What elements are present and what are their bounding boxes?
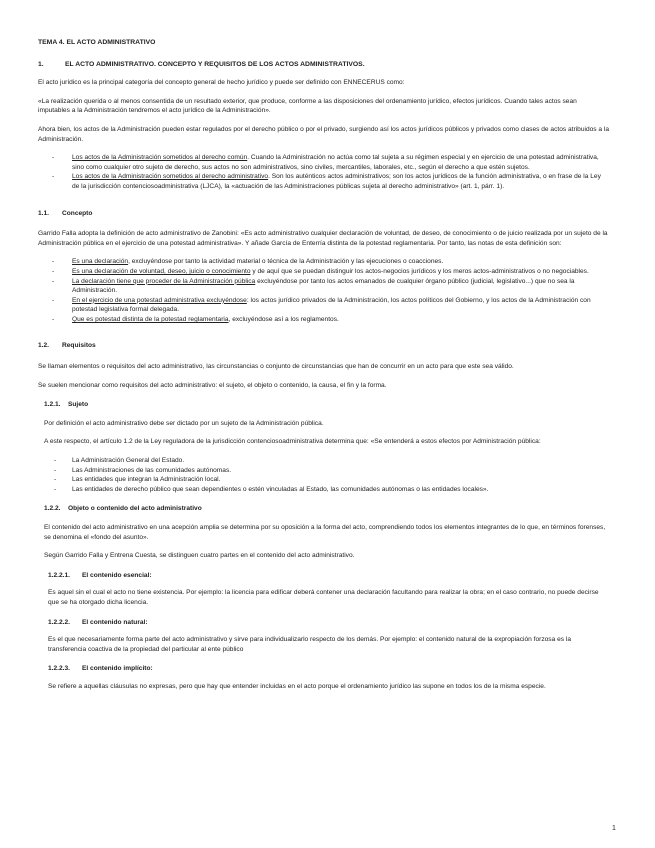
section-1-number: 1.	[38, 60, 44, 68]
section-1-2-1-title: Sujeto	[68, 401, 89, 409]
list-item-underlined: Es una declaración de voluntad, deseo, juicio o conocimiento	[72, 267, 251, 275]
section-1-2-2-body	[44, 523, 610, 561]
list-item-text: excluyéndose por tanto los actos emanados de cualquier órgano público (judicial, legislativo...) que no sea la Administración.	[72, 277, 575, 295]
section-1-2-2-1-number: 1.2.2.1.	[48, 571, 70, 579]
dash-bullet: -	[54, 457, 57, 465]
list-item	[38, 153, 610, 172]
section-1-2-paragraph-1: Se llaman elementos o requisitos del acto administrativo, las circunstancias o conjunto de circunstancias que han de concurrir en un acto para que este sea válido.	[38, 363, 514, 371]
dash-bullet: -	[54, 476, 57, 484]
section-1-2-2-1-heading	[48, 571, 610, 581]
list-item-text: Las Administraciones de las comunidades autónomas.	[72, 466, 232, 474]
section-1-2-1-body	[44, 419, 610, 495]
section-1-title: EL ACTO ADMINISTRATIVO. CONCEPTO Y REQUISITOS DE LOS ACTOS ADMINISTRATIVOS.	[65, 60, 365, 68]
dash-bullet: -	[52, 258, 55, 266]
section-1-2-heading	[38, 341, 610, 351]
list-item-underlined: La declaración tiene que proceder de la Administración pública	[72, 277, 256, 285]
dash-bullet: -	[54, 485, 57, 493]
section-1-1-paragraph: Garrido Falla adopta la definición de acto administrativo de Zanobini: «Es acto administrativo cualquier declaración de voluntad, de deseo, de conocimiento o de juicio realizada por un sujeto de la Administración pública en el ejercicio de una potestad administrativa». Y añade García de Enterría distinta de la potestad reglamentaria. Por tanto, las notas de esta definición son:	[38, 230, 608, 247]
list-item	[38, 296, 610, 315]
list-item-text: Las entidades de derecho público que sean dependientes o estén vinculadas al Estado, las comunidades autónomas o las entidades locales».	[72, 485, 489, 493]
section-1-2-2-1-paragraph: Es aquel sin el cual el acto no tiene existencia. Por ejemplo: la licencia para edificar deberá contener una declaración facultando para realizar la obra; en el caso contrario, no puede decirse que se ha otorgado dicha licencia.	[48, 589, 599, 606]
section-1-paragraph-1: El acto jurídico es la principal categoría del concepto general de hecho jurídico y puede ser definido con ENNECERUS como:	[38, 79, 405, 87]
section-1-2-2-3-number: 1.2.2.3.	[48, 665, 70, 673]
list-item-underlined: Que es potestad distinta de la potestad reglamentaria	[72, 315, 229, 323]
list-item-text: Las entidades que integran la Administración local.	[72, 476, 221, 484]
section-1-list	[38, 153, 610, 191]
section-1-2-2-2-paragraph: Es el que necesariamente forma parte del acto administrativo y sirve para individualizarlo respecto de los demás. Por ejemplo: el contenido natural de la expropiación forzosa es la transferencia coactiva de la propiedad del particular al ente público	[48, 636, 572, 653]
section-1-quote: «La realización querida o al menos consentida de un resultado exterior, que produce, conforme a las disposiciones del ordenamiento jurídico, efectos jurídicos. Cuando tales actos sean imputables a la Administración tendremos el acto jurídico de la Administración».	[38, 97, 577, 115]
list-item-underlined: Los actos de la Administración sometidos al derecho administrativo	[72, 173, 269, 181]
list-item	[38, 267, 610, 277]
section-1-2-2-1-title: El contenido esencial:	[82, 571, 152, 579]
section-1-1-title: Concepto	[62, 209, 93, 217]
dash-bullet: -	[52, 173, 55, 181]
section-1-2-1-paragraph-2: A este respecto, el artículo 1.2 de la Ley reguladora de la jurisdicción contenciosoadministrativa determina que: «Se entenderá a estos efectos por Administración pública:	[44, 438, 541, 446]
list-item	[38, 315, 610, 325]
list-item	[38, 257, 610, 267]
list-item-text: y de aquí que se puedan distinguir los actos-negocios jurídicos y los meros actos-administrativos o no negociables.	[250, 267, 589, 275]
section-1-2-paragraph-2: Se suelen mencionar como requisitos del acto administrativo: el sujeto, el objeto o contenido, la causa, el fin y la forma.	[38, 381, 387, 389]
section-1-2-2-2-number: 1.2.2.2.	[48, 618, 70, 626]
list-item	[38, 172, 610, 191]
section-1-2-2-2-heading	[48, 618, 610, 628]
dash-bullet: -	[52, 267, 55, 275]
section-1-2-number: 1.2.	[38, 342, 49, 350]
dash-bullet: -	[52, 154, 55, 162]
document-title: TEMA 4. EL ACTO ADMINISTRATIVO	[38, 39, 156, 46]
section-1-2-1-heading	[44, 400, 610, 410]
section-1-2-2-title: Objeto o contenido del acto administrativo	[68, 505, 202, 513]
list-item	[44, 466, 610, 476]
section-1-2-1-list	[44, 456, 610, 494]
list-item-text: , excluyéndose así a los reglamentos.	[228, 315, 339, 323]
section-1-1-number: 1.1.	[38, 209, 49, 217]
dash-bullet: -	[52, 277, 55, 285]
section-1-2-2-paragraph-1: El contenido del acto administrativo en una acepción amplia se determina por su oposición a la forma del acto, comprendiendo todos los elementos integrantes de lo que, en términos forenses, se denomina el «fondo del asunto».	[44, 524, 606, 541]
section-1-1-list	[38, 257, 610, 324]
list-item	[44, 475, 610, 485]
list-item	[44, 485, 610, 495]
dash-bullet: -	[52, 296, 55, 304]
list-item-underlined: En el ejercicio de una potestad administrativa excluyéndose	[72, 296, 247, 304]
dash-bullet: -	[52, 315, 55, 323]
list-item-text: : los actos jurídico privados de la Administración, los actos políticos del Gobierno, y los actos de la Administración con potestad legislativa formal delegada.	[72, 296, 591, 314]
section-1-paragraph-3: Ahora bien, los actos de la Administración pueden estar regulados por el derecho público o por el privado, surgiendo así los actos jurídicos públicos y privados como clases de actos atribuidos a la Administración.	[38, 125, 610, 143]
section-1-2-2-2-title: El contenido natural:	[82, 618, 148, 626]
list-item-text: . Cuando la Administración no actúa como tal sujeta a su régimen especial y en ejercicio de una potestad administrativa, sino como cualquier otro sujeto de derecho, sus actos no son administrativos, sino civiles, mercantiles, laborales, etc., según el derecho a que estén sujetos.	[72, 154, 599, 171]
section-1-2-2-3-title: El contenido implícito:	[82, 665, 153, 673]
page-number: 1	[612, 825, 616, 832]
section-1-2-2-paragraph-2: Según Garrido Falla y Entrena Cuesta, se distinguen cuatro partes en el contenido del acto administrativo.	[44, 552, 355, 560]
section-1-heading	[38, 60, 610, 70]
list-item-text: La Administración General del Estado.	[72, 457, 185, 465]
dash-bullet: -	[54, 466, 57, 474]
document-page	[38, 38, 610, 701]
section-1-2-2-number: 1.2.2.	[44, 505, 61, 513]
section-1-2-2-3-paragraph: Se refiere a aquellas cláusulas no expresas, pero que hay que entender incluidas en el acto porque el ordenamiento jurídico las supone en todos los de la misma especie.	[48, 682, 546, 690]
section-1-2-1-paragraph-1: Por definición el acto administrativo debe ser dictado por un sujeto de la Administración pública.	[44, 419, 324, 427]
list-item-text: . Son los auténticos actos administrativos; son los actos jurídicos de la función administrativa, o en frase de la Ley de la jurisdicción contenciosoadministrativa (LJCA), la «actuación de las Administraciones públicas sujeta al derecho administrativo» (art. 1, párr. 1).	[72, 173, 601, 190]
list-item	[38, 277, 610, 296]
section-1-2-2-heading	[44, 504, 610, 514]
section-1-2-title: Requisitos	[62, 342, 96, 350]
list-item-underlined: Los actos de la Administración sometidos al derecho común	[72, 154, 248, 162]
list-item	[44, 456, 610, 466]
section-1-1-heading	[38, 209, 610, 219]
list-item-underlined: Es una declaración	[72, 258, 129, 266]
list-item-text: , excluyéndose por tanto la actividad material o técnica de la Administración y las ejecuciones o coacciones.	[128, 258, 444, 266]
section-1-2-1-number: 1.2.1.	[44, 401, 61, 409]
section-1-2-2-3-heading	[48, 664, 610, 674]
